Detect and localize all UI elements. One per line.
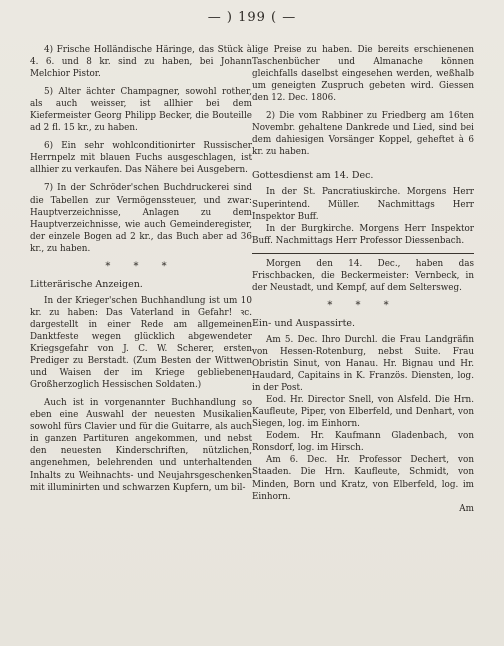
right-column [252,44,474,515]
service-pancratius: In der St. Pancratiuskirche. Morgens Herr Superintend. Müller. Nachmittags Herr Inspektor Buff. [252,187,474,222]
section-separator-right: * * * [327,299,399,311]
catchword: Am [459,503,474,514]
travellers-heading: Ein- und Auspassirte. [252,317,356,329]
notice-2-right: 2) Die vom Rabbiner zu Friedberg am 16ten Novembr. gehaltene Dankrede und Lied, sind bei dem dahiesigen Vorsänger Koppel, geheftet à 6 kr. zu haben. [252,111,474,158]
bakers-notice: Morgen den 14. Dec., haben das Frischbacken, die Beckermeister: Vernbeck, in der Neustadt, und Kempf, auf dem Seltersweg. [252,258,474,293]
travellers-entry-2: Eod. Hr. Director Snell, von Alsfeld. Die Hrn. Kaufleute, Piper, von Elberfeld, und Denhart, von Siegen, log. im Einhorn. [252,395,474,430]
service-heading: Gottesdienst am 14. Dec. [252,170,374,182]
divider-rule [252,253,474,254]
literary-notice-1: In der Krieger'schen Buchhandlung ist um 10 kr. zu haben: Das Vaterland in Gefahr! ꝛc. dargestellt in einer Rede am allgemeinen Danktfeste wegen glücklich abgewendeter Kriegsgefahr von J. C. W. Scherer, ersten Prediger zu Berstadt. (Zum Besten der Wittwen und Waisen der im Kriege gebliebenen Großherzoglich Hessischen Soldaten.) [30,295,252,391]
page-number: — ) 199 ( — [207,10,297,25]
notice-7: 7) In der Schröder'schen Buchdruckerei sind die Tabellen zur Vermögenssteuer, und zwar: Hauptverzeichnisse, Anlagen zu dem Hauptverzeichnisse, wie auch Gemeinderegister, der einzele Bogen ad 2 kr., das Buch aber ad 36 kr., zu haben. [30,183,252,254]
travellers-entry-3: Eodem. Hr. Kaufmann Gladenbach, von Ronsdorf, log. im Hirsch. [252,431,474,454]
notice-4: 4) Frische Holländische Häringe, das Stück à 4. 6. und 8 kr. sind zu haben, bei Johann Melchior Pistor. [30,45,252,80]
notice-5: 5) Alter ächter Champagner, sowohl rother, als auch weisser, ist allhier bei dem Kiefermeister Georg Philipp Becker, die Bouteille ad 2 fl. 15 kr., zu haben. [30,87,252,134]
literary-heading: Litterärische Anzeigen. [30,278,143,290]
literary-continuation: lige Preise zu haben. Die bereits erschienenen Taschenbücher und Almanache können gleichfalls daselbst eingesehen werden, weßhalb um geneigten Zuspruch gebeten wird. Giessen den 12. Dec. 1806. [252,45,474,104]
section-separator: * * * [105,260,177,272]
travellers-entry-1: Am 5. Dec. Ihro Durchl. die Frau Landgräfin von Hessen-Rotenburg, nebst Suite. Frau Obristin Sinut, von Hanau. Hr. Bignau und Hr. Haudard, Capitains in K. Französ. Diensten, log. in der Post. [252,334,474,394]
service-burgkirche: In der Burgkirche. Morgens Herr Inspektor Buff. Nachmittags Herr Professor Diessenbach. [252,223,474,246]
literary-notice-2: Auch ist in vorgenannter Buchhandlung so eben eine Auswahl der neuesten Musikalien sowohl fürs Clavier und für die Guitarre, als auch in ganzen Partituren angekommen, und nebst den neuesten Kinderschriften, nützlichen, angenehmen, belehrenden und unterhaltenden Inhalts zu Weihnachts- und Neujahrsgeschenken mit illuminirten und schwarzen Kupfern, um bil- [30,398,252,493]
left-column [30,44,252,494]
travellers-entry-4: Am 6. Dec. Hr. Professor Dechert, von Staaden. Die Hrn. Kaufleute, Schmidt, von Minden, Born und Kratz, von Elberfeld, log. im Einhorn. [252,455,474,502]
notice-6: 6) Ein sehr wohlconditionirter Russischer Herrnpelz mit blauen Fuchs ausgeschlagen, ist allhier zu verkaufen. Das Nähere bei Ausgebern. [30,141,252,176]
